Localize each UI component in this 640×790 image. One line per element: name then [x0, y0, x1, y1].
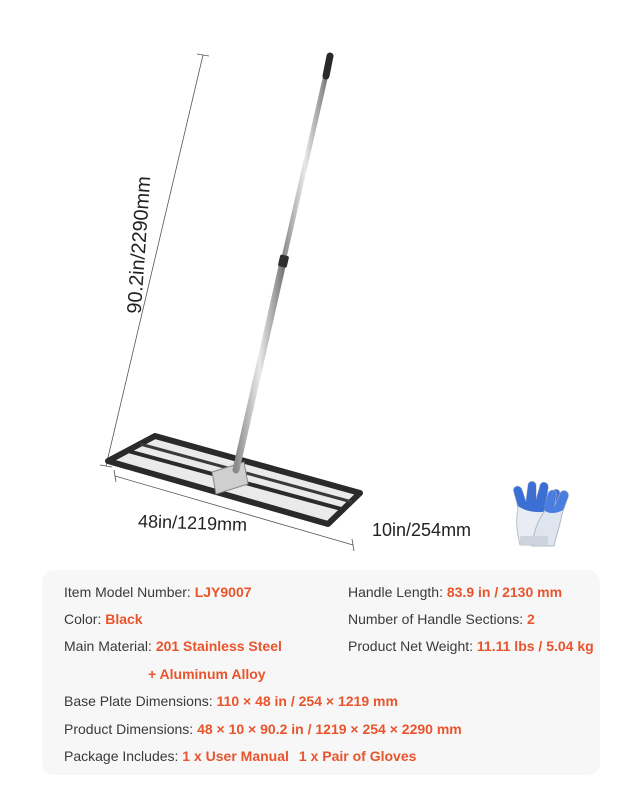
spec-handle-length: Handle Length: 83.9 in / 2130 mm [348, 584, 563, 600]
handle-pole [236, 56, 330, 470]
height-dimension-label: 90.2in/2290mm [123, 175, 156, 315]
gloves-image [514, 482, 569, 547]
specifications-panel [42, 570, 600, 775]
width-dimension-label: 10in/254mm [372, 520, 472, 540]
spec-main-material-extra: + Aluminum Alloy [148, 666, 266, 682]
spec-model-number: Item Model Number: LJY9007 [64, 584, 252, 600]
spec-color: Color: Black [64, 611, 143, 627]
spec-base-plate-dimensions: Base Plate Dimensions: 110 × 48 in / 254 × 1219 mm [64, 693, 398, 709]
spec-net-weight: Product Net Weight: 11.11 lbs / 5.04 kg [348, 638, 594, 654]
spec-product-dimensions: Product Dimensions: 48 × 10 × 90.2 in / 1219 × 254 × 2290 mm [64, 721, 462, 737]
spec-handle-sections: Number of Handle Sections: 2 [348, 611, 535, 627]
length-dimension-label: 48in/1219mm [137, 511, 248, 535]
height-dimension-line [100, 54, 209, 467]
spec-main-material: Main Material: 201 Stainless Steel [64, 638, 282, 654]
spec-package-includes: Package Includes: 1 x User Manual 1 x Pair of Gloves [64, 748, 417, 764]
